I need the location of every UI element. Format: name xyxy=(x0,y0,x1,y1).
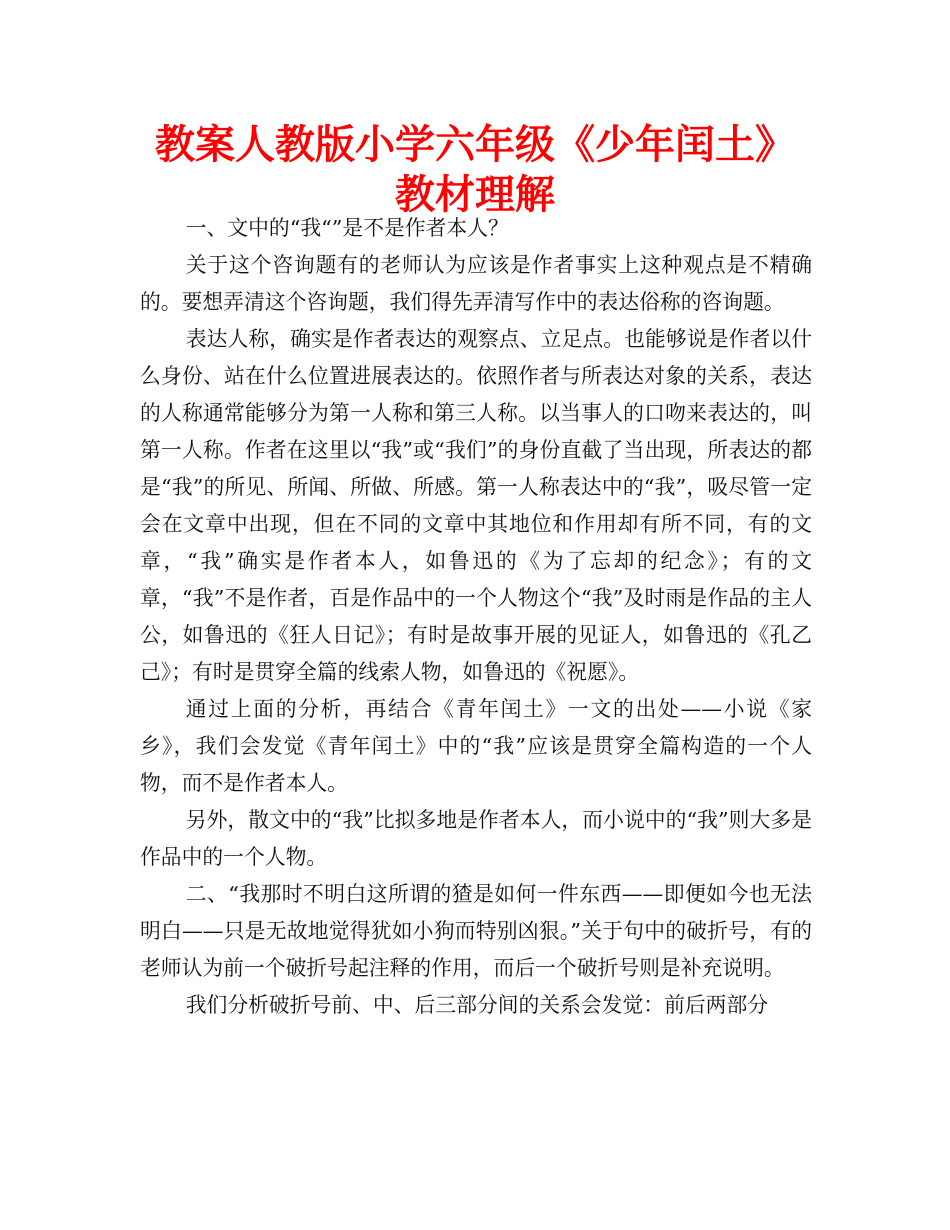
document-body xyxy=(140,210,812,1024)
paragraph: 通过上面的分析，再结合《青年闰土》一文的出处——小说《家乡》，我们会发觉《青年闰土》中的“我”应该是贯穿全篇构造的一个人物，而不是作者本人。 xyxy=(140,697,812,795)
paragraph: 表达人称，确实是作者表达的观察点、立足点。也能够说是作者以什么身份、站在什么位置进展表达的。依照作者与所表达对象的关系，表达的人称通常能够分为第一人称和第三人称。以当事人的口吻来表达的，叫第一人称。作者在这里以“我”或“我们”的身份直截了当出现，所表达的都是“我”的所见、所闻、所做、所感。第一人称表达中的“我”，吸尽管一定会在文章中出现，但在不同的文章中其地位和作用却有所不同，有的文章，“我”确实是作者本人，如鲁迅的《为了忘却的纪念》；有的文章，“我”不是作者，百是作品中的一个人物这个“我”及时雨是作品的主人公，如鲁迅的《狂人日记》；有时是故事开展的见证人，如鲁迅的《孔乙己》；有时是贯穿全篇的线索人物，如鲁迅的《祝愿》。 xyxy=(140,327,812,684)
paragraph: 另外，散文中的“我”比拟多地是作者本人，而小说中的“我”则大多是作品中的一个人物。 xyxy=(140,808,812,869)
paragraph: 我们分析破折号前、中、后三部分间的关系会发觉：前后两部分 xyxy=(185,993,769,1017)
paragraph-question-one: 一、文中的“我“”是不是作者本人？ xyxy=(185,216,509,240)
paragraph-question-two: 二、“我那时不明白这所谓的猹是如何一件东西——即便如今也无法明白——只是无故地觉得犹如小狗而特别凶狠。”关于句中的破折号，有的老师认为前一个破折号起注释的作用，而后一个破折号则是补充说明。 xyxy=(140,882,812,980)
paragraph: 关于这个咨询题有的老师认为应该是作者事实上这种观点是不精确的。要想弄清这个咨询题，我们得先弄清写作中的表达俗称的咨询题。 xyxy=(140,253,812,314)
document-title: 教案人教版小学六年级《少年闰土》教材理解 xyxy=(155,122,795,218)
